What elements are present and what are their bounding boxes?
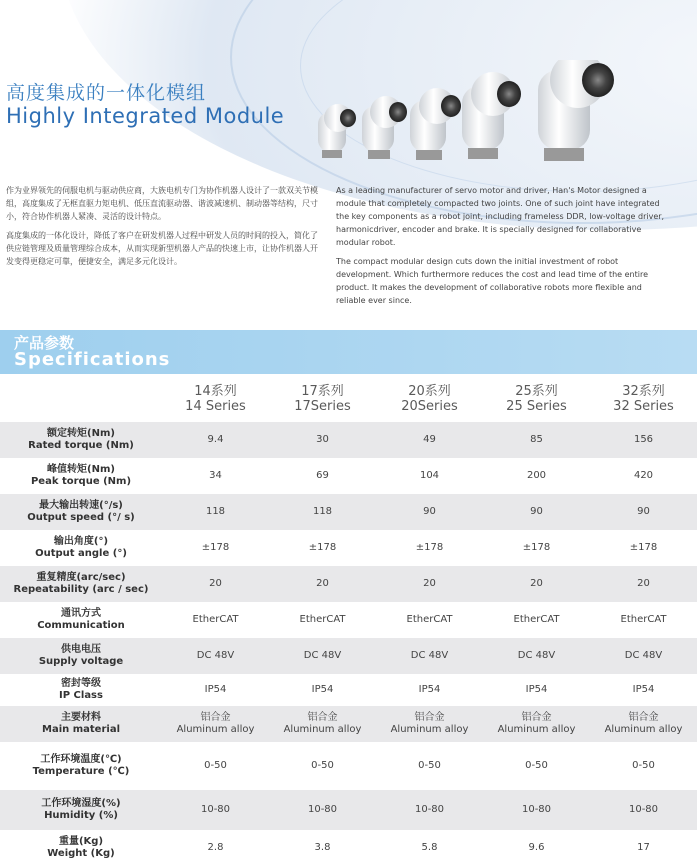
column-header-en: 20Series [401,399,458,414]
column-header-en: 32 Series [613,399,674,414]
row-label-cn: 峰值转矩(Nm) [47,464,115,475]
table-cell: IP54 [590,674,697,706]
table-cell: 铝合金 Aluminum alloy [590,706,697,742]
table-cell: DC 48V [376,638,483,674]
table-cell: 90 [483,494,590,530]
table-cell: 90 [376,494,483,530]
table-cell: EtherCAT [269,602,376,638]
row-label-en: Humidity (%) [44,810,118,821]
specifications-title-cn: 产品参数 [14,334,75,352]
joint-module-25 [462,72,521,159]
table-row [0,458,697,494]
table-cell: 20 [376,566,483,602]
table-cell: 0-50 [590,742,697,790]
table-row [0,530,697,566]
row-label-en: Rated torque (Nm) [28,440,134,451]
table-cell: 118 [269,494,376,530]
table-cell: 85 [483,422,590,458]
column-header-17 [269,376,376,422]
row-label-en: Supply voltage [38,656,124,667]
row-label-cn: 工作环境湿度(%) [41,798,121,809]
table-cell: 10-80 [483,790,590,830]
row-label [0,706,162,742]
table-cell: EtherCAT [162,602,269,638]
joint-module-32 [538,60,614,161]
table-row [0,566,697,602]
table-cell: EtherCAT [590,602,697,638]
column-header-20 [376,376,483,422]
row-label [0,494,162,530]
column-header-cn: 14系列 [194,384,237,399]
column-header-14 [162,376,269,422]
table-cell: ±178 [483,530,590,566]
table-row [0,422,697,458]
table-cell: ±178 [590,530,697,566]
row-label-cn: 密封等级 [61,678,101,689]
intro-text-en [336,184,671,313]
row-label-en: Main material [42,724,120,735]
table-cell: EtherCAT [376,602,483,638]
intro-text-cn [6,184,324,274]
table-cell: 118 [162,494,269,530]
row-label-cn: 重量(Kg) [58,836,104,847]
table-cell: 9.6 [483,830,590,866]
row-label [0,422,162,458]
table-cell: EtherCAT [483,602,590,638]
table-cell: DC 48V [162,638,269,674]
joint-modules-illustration [310,60,697,180]
table-row [0,638,697,674]
column-header-en: 17Series [294,399,351,414]
row-label-en: IP Class [59,690,103,701]
table-cell: IP54 [376,674,483,706]
column-header-cn: 32系列 [622,384,665,399]
joint-module-14 [318,104,356,158]
table-cell: 90 [590,494,697,530]
column-header-en: 14 Series [185,399,246,414]
table-cell: 17 [590,830,697,866]
table-cell: DC 48V [483,638,590,674]
table-cell: 10-80 [269,790,376,830]
row-label [0,566,162,602]
row-label-en: Output speed (°/ s) [27,512,135,523]
table-cell: 49 [376,422,483,458]
table-cell: ±178 [269,530,376,566]
joint-module-20 [410,88,461,160]
row-label [0,790,162,830]
table-cell: DC 48V [269,638,376,674]
table-cell: 156 [590,422,697,458]
row-label-en: Temperature (℃) [32,766,130,777]
table-header-row [0,376,697,422]
table-cell: 9.4 [162,422,269,458]
table-cell: 10-80 [162,790,269,830]
table-cell: 0-50 [483,742,590,790]
row-label-en: Output angle (°) [35,548,127,559]
table-row [0,742,697,790]
table-cell: 20 [162,566,269,602]
row-label-cn: 最大输出转速(°/s) [39,500,123,511]
intro-paragraph: 作为业界领先的伺服电机与驱动供应商，大族电机专门为协作机器人设计了一款双关节模组，高度集成了无框直驱力矩电机、低压直流驱动器、谐波减速机、制动器等结构，尺寸小，符合协作机器人紧凑、灵活的设计特点。 [6,186,318,221]
table-cell: 69 [269,458,376,494]
table-cell: ±178 [376,530,483,566]
table-cell: 铝合金 Aluminum alloy [162,706,269,742]
table-cell: 铝合金 Aluminum alloy [269,706,376,742]
intro-paragraph: The compact modular design cuts down the initial investment of robot development. Which furthermore reduces the cost and lead time of the entire product. It makes the development of collaborative robots more flexible and reliable ever since. [336,257,649,305]
specifications-title-en: Specifications [14,349,171,370]
table-cell: 0-50 [162,742,269,790]
table-cell: 10-80 [590,790,697,830]
table-row [0,602,697,638]
table-cell: 0-50 [376,742,483,790]
column-header-cn: 20系列 [408,384,451,399]
column-header-32 [590,376,697,422]
row-label-cn: 主要材料 [61,712,101,723]
table-cell: 3.8 [269,830,376,866]
row-label-cn: 额定转矩(Nm) [47,428,115,439]
table-header-corner [0,376,162,422]
table-row [0,706,697,742]
specifications-table [0,376,697,866]
row-label [0,742,162,790]
hero-banner [0,0,697,330]
row-label [0,530,162,566]
joint-module-17 [362,96,407,159]
column-header-en: 25 Series [506,399,567,414]
column-header-cn: 17系列 [301,384,344,399]
row-label-en: Repeatability (arc / sec) [13,584,149,595]
table-row [0,494,697,530]
table-cell: DC 48V [590,638,697,674]
row-label-cn: 通讯方式 [61,608,101,619]
table-row [0,790,697,830]
joint-modules-image [310,60,697,180]
table-cell: 420 [590,458,697,494]
table-row [0,830,697,866]
table-cell: 0-50 [269,742,376,790]
table-cell: 铝合金 Aluminum alloy [376,706,483,742]
row-label [0,830,162,866]
table-cell: IP54 [269,674,376,706]
row-label [0,638,162,674]
table-cell: 30 [269,422,376,458]
row-label [0,674,162,706]
table-cell: 34 [162,458,269,494]
table-cell: 铝合金 Aluminum alloy [483,706,590,742]
row-label-cn: 重复精度(arc/sec) [36,572,126,583]
row-label [0,602,162,638]
row-label-en: Peak torque (Nm) [30,476,132,487]
table-cell: 104 [376,458,483,494]
page-title-cn: 高度集成的一体化模组 [6,82,207,104]
column-header-25 [483,376,590,422]
row-label-cn: 输出角度(°) [53,536,109,547]
page-title-en: Highly Integrated Module [6,104,285,128]
row-label [0,458,162,494]
table-row [0,674,697,706]
table-cell: ±178 [162,530,269,566]
table-cell: 20 [483,566,590,602]
row-label-cn: 工作环境温度(℃) [40,754,122,765]
table-cell: 20 [590,566,697,602]
column-header-cn: 25系列 [515,384,558,399]
row-label-en: Communication [37,620,125,631]
specifications-table-body [0,422,697,866]
table-cell: 10-80 [376,790,483,830]
table-cell: 5.8 [376,830,483,866]
table-cell: IP54 [162,674,269,706]
table-cell: 20 [269,566,376,602]
table-cell: IP54 [483,674,590,706]
intro-paragraph: As a leading manufacturer of servo motor and driver, Han's Motor designed a module that completely compacted two joints. One of such joint have integrated the key components as a robot joint, including frameless DDR, low-voltage driver, harmonicdriver, encoder and brake. It is specially designed for collaborative modular robot. [336,186,665,247]
row-label-en: Weight (Kg) [47,848,115,859]
table-cell: 200 [483,458,590,494]
intro-paragraph: 高度集成的一体化设计，降低了客户在研发机器人过程中研发人员的时间的投入，简化了供应链管理及质量管理综合成本，从而实现新型机器人产品的快速上市，让协作机器人开发变得更稳定可靠，便捷安全，满足多元化设计。 [6,231,318,266]
table-cell: 2.8 [162,830,269,866]
row-label-cn: 供电电压 [61,644,101,655]
